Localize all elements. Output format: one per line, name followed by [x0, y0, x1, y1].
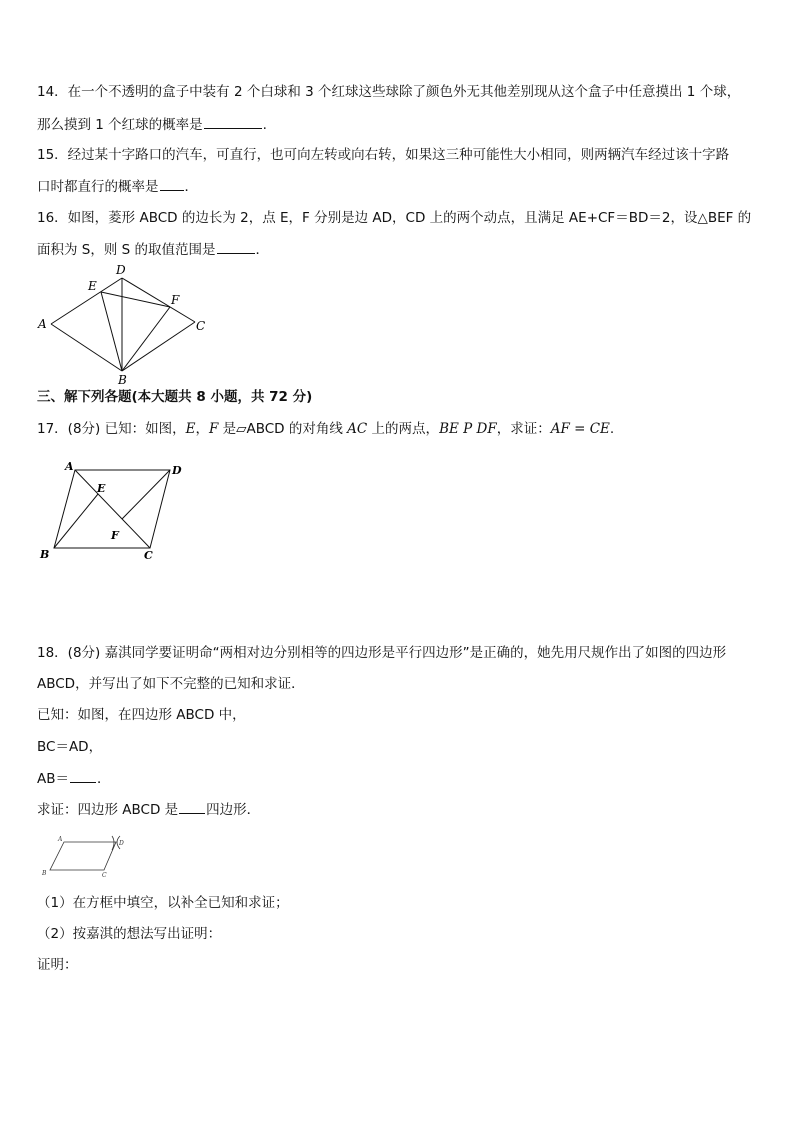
q14-line2 — [37, 114, 267, 135]
label-B: B — [42, 870, 47, 877]
label-D: D — [172, 464, 182, 477]
q17-mid2: 上的两点， — [367, 421, 440, 437]
q18-ab-text: AB＝ — [37, 771, 69, 787]
q14-text: 那么摸到 1 个红球的概率是 — [37, 117, 203, 133]
edge-DC — [122, 278, 195, 322]
q17-mid: 是▱ABCD 的对角线 — [218, 421, 348, 437]
q18-line2: ABCD，并写出了如下不完整的已知和求证． — [37, 676, 305, 692]
label-B: B — [40, 548, 50, 561]
q18-line4: BC＝AD， — [37, 739, 103, 755]
q17-end: . — [609, 421, 615, 437]
q17-be-pdf: BE P DF — [439, 421, 497, 437]
q16-text: 面积为 S，则 S 的取值范围是 — [37, 242, 216, 258]
q17-point-e: E — [185, 421, 196, 437]
q14-end: . — [262, 117, 267, 133]
label-E: E — [88, 279, 97, 293]
q15-end: ． — [184, 179, 198, 195]
seg-DF — [122, 470, 170, 519]
label-D: D — [116, 263, 126, 277]
quadrilateral-ABCD — [50, 842, 116, 870]
q18-ab-blank[interactable] — [70, 768, 96, 783]
label-E: E — [97, 482, 106, 495]
q17-prefix: 17．(8分) 已知：如图， — [37, 421, 186, 437]
q15-line1: 15．经过某十字路口的汽车，可直行，也可向左转或向右转，如果这三种可能性大小相同，则两辆汽车经过该十字路 — [37, 147, 730, 163]
q17-point-f: F — [208, 421, 219, 437]
q17-parallelogram-figure — [34, 458, 194, 568]
q16-line1: 16．如图，菱形 ABCD 的边长为 2，点 E，F 分别是边 AD，CD 上的两个动点，且满足 AE+CF＝BD＝2，设△BEF 的 — [37, 210, 752, 226]
label-F: F — [171, 293, 180, 307]
edge-CB — [122, 322, 195, 371]
q16-rhombus-figure — [34, 260, 214, 390]
edge-AD — [51, 278, 122, 324]
seg-FB — [122, 307, 170, 371]
q15-line2 — [37, 176, 198, 197]
q18-prove-blank[interactable] — [179, 799, 205, 814]
q15-text: 口时都直行的概率是 — [37, 179, 159, 195]
label-D: D — [119, 840, 124, 847]
label-B: B — [118, 373, 127, 387]
seg-EF — [101, 292, 170, 307]
label-C: C — [196, 319, 206, 333]
q18-sub1: （1）在方框中填空，以补全已知和求证； — [37, 895, 289, 911]
q18-sub2: （2）按嘉淇的想法写出证明： — [37, 926, 222, 942]
q18-ab-end: ． — [97, 771, 111, 787]
q14-line1: 14．在一个不透明的盒子中装有 2 个白球和 3 个红球这些球除了颜色外无其他差别现从这个盒子中任意摸出 1 个球， — [37, 84, 741, 100]
q18-construction-figure — [36, 834, 132, 880]
q17-af-ce: AF = CE — [550, 421, 610, 437]
q18-line1: 18．(8分) 嘉淇同学要证明命“两相对边分别相等的四边形是平行四边形”是正确的，她先用尺规作出了如图的四边形 — [37, 645, 727, 661]
q16-answer-blank[interactable] — [217, 239, 255, 254]
q16-line2 — [37, 239, 269, 260]
q18-prove-text: 求证：四边形 ABCD 是 — [37, 802, 179, 818]
label-A: A — [38, 317, 47, 331]
label-C: C — [102, 872, 107, 879]
q17-comma: ， — [195, 421, 209, 437]
q17-mid3: ，求证： — [496, 421, 551, 437]
q18-proof-label: 证明： — [37, 957, 78, 973]
q14-answer-blank[interactable] — [204, 114, 262, 129]
q16-end: ． — [255, 242, 270, 258]
q18-line3: 已知：如图，在四边形 ABCD 中， — [37, 707, 246, 723]
section-3-title: 三、解下列各题(本大题共 8 小题，共 72 分) — [37, 389, 313, 405]
q17-ac: AC — [347, 421, 368, 437]
q15-answer-blank[interactable] — [160, 176, 184, 191]
q17-line1 — [37, 419, 614, 439]
label-C: C — [144, 549, 153, 562]
q18-line6 — [37, 799, 260, 820]
q18-line5 — [37, 768, 111, 789]
seg-BE — [54, 494, 98, 548]
label-F: F — [111, 529, 119, 542]
q18-prove-end: 四边形． — [206, 802, 261, 818]
label-A: A — [65, 460, 74, 473]
label-A: A — [58, 836, 63, 843]
